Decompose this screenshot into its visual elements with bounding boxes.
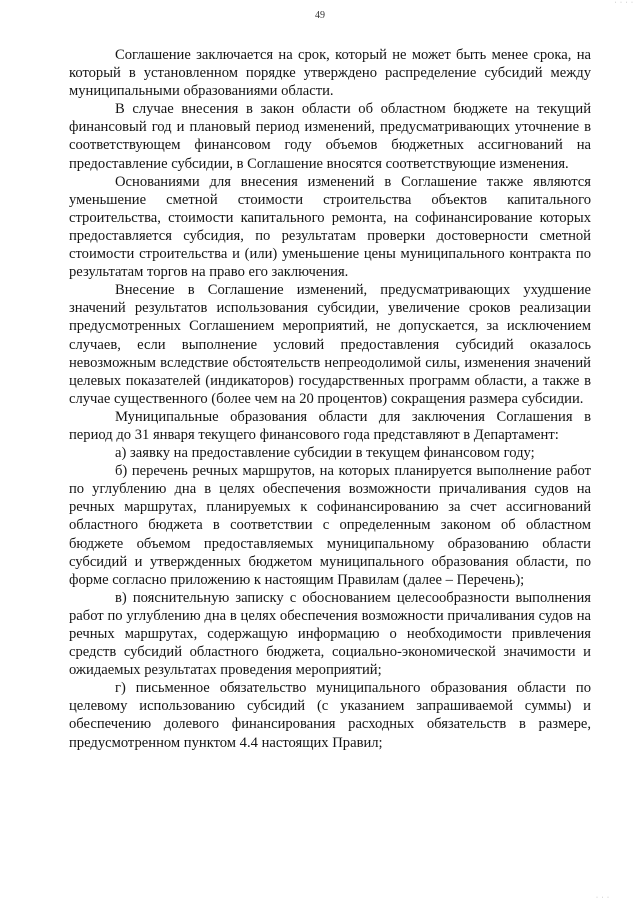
paragraph-documents-submission: Муниципальные образования области для заключения Соглашения в период до 31 января текущего финансового года представляют в Департамент: — [69, 408, 591, 443]
paragraph-worsening-prohibited: Внесение в Соглашение изменений, предусматривающих ухудшение значений результатов использования субсидии, увеличение сроков реализации предусмотренных Соглашением мероприятий, не допускается, за исключением случаев, если выполнение условий предоставления субсидий оказалось невозможным вследствие обстоятельств непреодолимой силы, изменения значений целевых показателей (индикаторов) государственных программ области, а также в случае существенного (более чем на 20 процентов) сокращения размера субсидии. — [69, 282, 591, 407]
scan-corner-mark-top: · · · · — [614, 0, 634, 6]
list-item-g: г) письменное обязательство муниципального образования области по целевому использованию субсидий (с указанием запрашиваемой суммы) и обеспечению долевого финансирования расходных обязательств в размере, предусмотренном пунктом 4.4 настоящих Правил; — [69, 680, 591, 751]
paragraph-budget-changes: В случае внесения в закон области об областном бюджете на текущий финансовый год и плановый период изменений, предусматривающих уточнение в соответствующем финансовом году объемов бюджетных ассигнований на предоставление субсидии, в Соглашение вносятся соответствующие изменения. — [69, 101, 591, 172]
scan-corner-mark-bottom: · · · — [596, 895, 610, 901]
list-item-v: в) пояснительную записку с обоснованием целесообразности выполнения работ по углублению дна в целях обеспечения возможности причаливания судов на речных маршрутах, содержащую информацию о необходимости привлечения средств субсидий областного бюджета, социально-экономической значимости и ожидаемых результатах проведения мероприятий; — [69, 589, 591, 679]
list-item-a: а) заявку на предоставление субсидии в текущем финансовом году; — [115, 445, 535, 462]
paragraph-grounds-for-changes: Основаниями для внесения изменений в Соглашение также являются уменьшение сметной стоимости строительства объектов капитального строительства, стоимости капитального ремонта, на софинансирование которых предоставляется субсидия, по результатам проверки достоверности сметной стоимости строительства и (или) уменьшение цены муниципального контракта по результатам торгов на право его заключения. — [69, 173, 591, 281]
list-item-b: б) перечень речных маршрутов, на которых планируется выполнение работ по углублению дна в целях обеспечения возможности причаливания судов на речных маршрутах, планируемых к софинансированию за счет ассигнований областного бюджета в соответствии с определенным законом об областном бюджете объемом предоставляемых муниципальному образованию области субсидий и утвержденных бюджетом муниципального образования области, по форме согласно приложению к настоящим Правилам (далее – Перечень); — [69, 463, 591, 588]
paragraph-agreement-term: Соглашение заключается на срок, который не может быть менее срока, на который в установленном порядке утверждено распределение субсидий между муниципальными образованиями области. — [69, 47, 591, 100]
document-body — [69, 46, 591, 752]
page-number: 49 — [315, 10, 325, 21]
